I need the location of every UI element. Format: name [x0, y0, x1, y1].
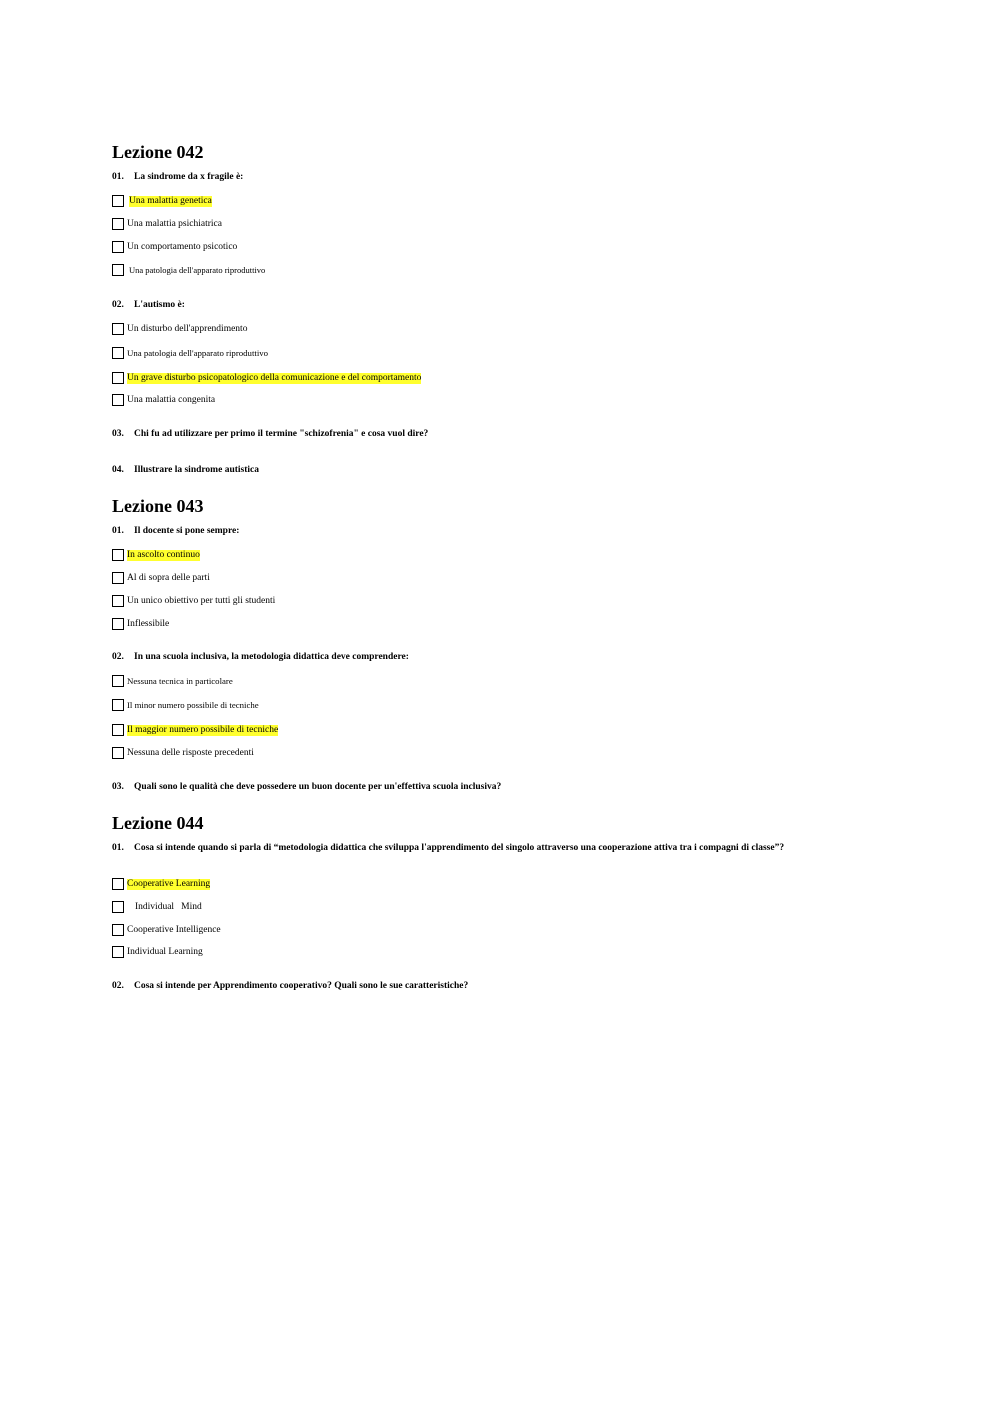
- option-text: Il maggior numero possibile di tecniche: [127, 724, 279, 735]
- answer-option[interactable]: [112, 674, 233, 688]
- checkbox[interactable]: [112, 946, 124, 958]
- option-text: Una malattia psichiatrica: [127, 218, 222, 229]
- question: [112, 300, 836, 311]
- answer-option[interactable]: [112, 746, 254, 760]
- lesson-title: Lezione 042: [112, 142, 204, 162]
- answer-option[interactable]: [112, 322, 247, 336]
- option-text: Individual Mind: [135, 901, 202, 912]
- answer-option[interactable]: [112, 217, 222, 231]
- checkbox[interactable]: [112, 901, 124, 913]
- answer-option[interactable]: [112, 900, 202, 914]
- option-text: Un comportamento psicotico: [127, 241, 238, 252]
- option-text: Il minor numero possibile di tecniche: [127, 699, 259, 710]
- question-number: 01.: [112, 172, 124, 182]
- answer-option[interactable]: [112, 240, 237, 254]
- option-text: Un grave disturbo psicopatologico della comunicazione e del comportamento: [127, 372, 422, 383]
- answer-option[interactable]: [112, 877, 210, 891]
- checkbox[interactable]: [112, 572, 124, 584]
- question-number: 02.: [112, 981, 124, 991]
- lesson-title: Lezione 044: [112, 813, 204, 833]
- question: [112, 172, 836, 183]
- option-text: Cooperative Intelligence: [127, 924, 221, 935]
- option-text: Nessuna delle risposte precedenti: [127, 747, 254, 758]
- question: [112, 429, 836, 440]
- question-text: L'autismo è:: [134, 300, 185, 310]
- question-text: Il docente si pone sempre:: [134, 526, 240, 536]
- question-number: 04.: [112, 465, 124, 475]
- question: [112, 652, 836, 663]
- answer-option[interactable]: [112, 393, 215, 407]
- question-number: 02.: [112, 300, 124, 310]
- option-text: Individual Learning: [127, 946, 203, 957]
- option-text: In ascolto continuo: [127, 549, 200, 560]
- question: [112, 526, 836, 537]
- answer-option[interactable]: [112, 371, 421, 385]
- question: [112, 465, 836, 476]
- answer-option[interactable]: [112, 194, 212, 208]
- answer-option[interactable]: [112, 945, 203, 959]
- option-text: Una malattia congenita: [127, 394, 216, 405]
- checkbox[interactable]: [112, 241, 124, 253]
- question-number: 03.: [112, 782, 124, 792]
- question: [112, 981, 836, 992]
- question-number: 01.: [112, 843, 124, 853]
- question-text: Chi fu ad utilizzare per primo il termine "schizofrenia" e cosa vuol dire?: [134, 429, 429, 439]
- answer-option[interactable]: [112, 698, 259, 712]
- question-text: Illustrare la sindrome autistica: [134, 465, 259, 475]
- checkbox[interactable]: [112, 264, 124, 276]
- question-number: 02.: [112, 652, 124, 662]
- answer-option[interactable]: [112, 723, 278, 737]
- checkbox[interactable]: [112, 724, 124, 736]
- question-text: In una scuola inclusiva, la metodologia didattica deve comprendere:: [134, 652, 409, 662]
- option-text: Cooperative Learning: [127, 878, 211, 889]
- question: [112, 782, 836, 793]
- option-text: Inflessibile: [127, 618, 170, 629]
- answer-option[interactable]: [112, 617, 169, 631]
- checkbox[interactable]: [112, 747, 124, 759]
- checkbox[interactable]: [112, 347, 124, 359]
- checkbox[interactable]: [112, 549, 124, 561]
- answer-option[interactable]: [112, 346, 268, 360]
- option-text: Una patologia dell'apparato riproduttivo: [129, 264, 266, 275]
- question-text: Cosa si intende per Apprendimento cooperativo? Quali sono le sue caratteristiche?: [134, 981, 469, 991]
- question-text: Quali sono le qualità che deve possedere un buon docente per un'effettiva scuola inclusiva?: [134, 782, 502, 792]
- question: [112, 843, 836, 854]
- checkbox[interactable]: [112, 394, 124, 406]
- checkbox[interactable]: [112, 618, 124, 630]
- answer-option[interactable]: [112, 594, 275, 608]
- checkbox[interactable]: [112, 924, 124, 936]
- answer-option[interactable]: [112, 923, 221, 937]
- checkbox[interactable]: [112, 595, 124, 607]
- option-text: Un unico obiettivo per tutti gli studenti: [127, 595, 276, 606]
- checkbox[interactable]: [112, 218, 124, 230]
- checkbox[interactable]: [112, 699, 124, 711]
- checkbox[interactable]: [112, 323, 124, 335]
- checkbox[interactable]: [112, 372, 124, 384]
- answer-option[interactable]: [112, 263, 265, 277]
- lesson-title: Lezione 043: [112, 496, 204, 516]
- option-text: Una patologia dell'apparato riproduttivo: [127, 347, 269, 358]
- question-number: 01.: [112, 526, 124, 536]
- checkbox[interactable]: [112, 195, 124, 207]
- question-text: Cosa si intende quando si parla di “metodologia didattica che sviluppa l'apprendimento del singolo attraverso una cooperazione attiva tra i compagni di classe”?: [134, 843, 785, 853]
- option-text: Un disturbo dell'apprendimento: [127, 323, 248, 334]
- option-text: Al di sopra delle parti: [127, 572, 210, 583]
- option-text: Nessuna tecnica in particolare: [127, 675, 233, 686]
- checkbox[interactable]: [112, 675, 124, 687]
- option-text: Una malattia genetica: [129, 195, 212, 206]
- answer-option[interactable]: [112, 548, 200, 562]
- answer-option[interactable]: [112, 571, 210, 585]
- checkbox[interactable]: [112, 878, 124, 890]
- question-text: La sindrome da x fragile è:: [134, 172, 244, 182]
- question-number: 03.: [112, 429, 124, 439]
